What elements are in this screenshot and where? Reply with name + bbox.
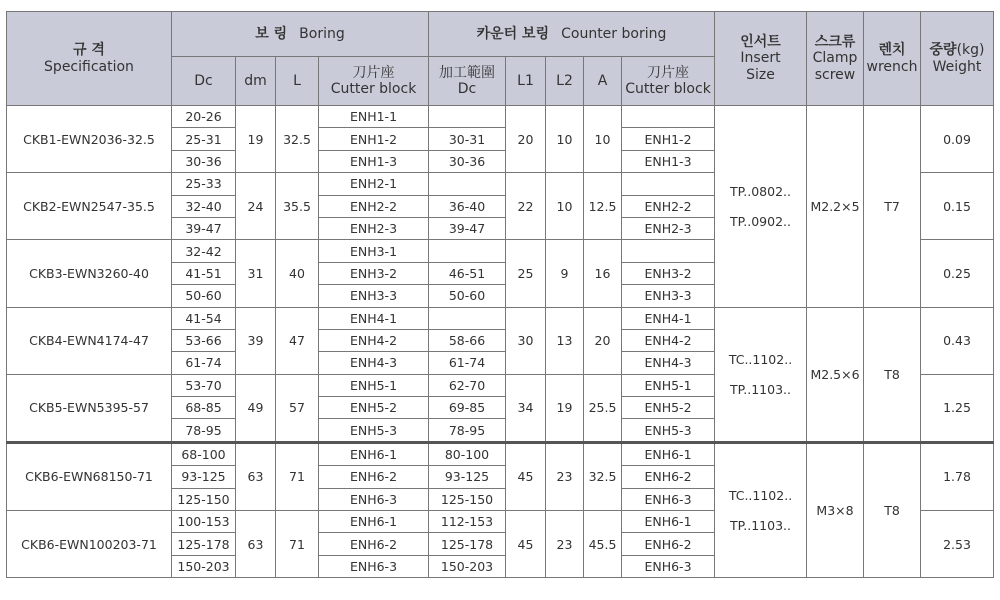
cutter2-cell: ENH1-2 [622,128,715,150]
cutter-cell: ENH1-3 [319,150,429,172]
dc-cell: 25-33 [172,173,236,195]
l-header: L [276,57,319,106]
insert-b1: TC..1102.. [728,351,793,367]
spec-cell: CKB1-EWN2036-32.5 [7,106,172,173]
cutter2-cell: ENH3-3 [622,285,715,307]
range-cell [429,173,506,195]
range-cell: 61-74 [429,352,506,374]
l-cell: 32.5 [276,106,319,173]
insert-c2: TP..1103.. [730,518,791,534]
insert-header-en1: Insert [740,50,781,67]
screw-cell-c: M3×8 [807,442,864,577]
range-cell: 93-125 [429,466,506,488]
a-cell: 16 [584,240,622,307]
cutter-cell: ENH6-1 [319,442,429,465]
insert-a2: TP..0902.. [730,213,791,229]
a-cell: 20 [584,307,622,374]
weight-cell: 1.25 [921,374,994,442]
range-cell [429,307,506,329]
dc-cell: 20-26 [172,106,236,128]
weight-cell: 0.43 [921,307,994,374]
cutter-cell: ENH6-2 [319,533,429,555]
dc-cell: 53-66 [172,329,236,351]
range-cell: 46-51 [429,262,506,284]
dc-cell: 30-36 [172,150,236,172]
dc-cell: 61-74 [172,352,236,374]
wrench-cell-c: T8 [864,442,921,577]
cutter2-cell: ENH5-3 [622,419,715,442]
range-cell [429,106,506,128]
boring-header-kr: 보 링 [255,25,288,42]
insert-header [715,12,807,106]
cutter-cell: ENH4-1 [319,307,429,329]
cutter2-cell: ENH2-3 [622,217,715,239]
range-cell: 50-60 [429,285,506,307]
range-header [429,57,506,106]
cutter-cell: ENH6-1 [319,511,429,533]
l1-cell: 20 [506,106,546,173]
weight-header-unit: (kg) [956,42,985,59]
weight-header [921,12,994,106]
cutter-cell: ENH2-1 [319,173,429,195]
a-cell: 45.5 [584,511,622,578]
insert-header-kr: 인서트 [740,34,781,51]
l2-cell: 9 [546,240,584,307]
cutter-cell: ENH3-2 [319,262,429,284]
dc-header: Dc [172,57,236,106]
dm-cell: 31 [236,240,276,307]
range-cell: 150-203 [429,555,506,577]
range-cell: 58-66 [429,329,506,351]
wrench-header-en: wrench [866,58,918,75]
wrench-cell-a: T7 [864,106,921,308]
cutter-cell: ENH3-3 [319,285,429,307]
insert-cell-c [715,442,807,577]
l-cell: 71 [276,442,319,510]
screw-header-kr: 스크류 [814,34,856,51]
l-cell: 47 [276,307,319,374]
cutter2-cell [622,240,715,262]
a-cell: 12.5 [584,173,622,240]
l2-cell: 10 [546,173,584,240]
l1-cell: 45 [506,511,546,578]
range-cell: 112-153 [429,511,506,533]
dc-cell: 68-85 [172,397,236,419]
cutter-block-header [319,57,429,106]
cutter-cell: ENH4-3 [319,352,429,374]
cutter-cell: ENH1-1 [319,106,429,128]
cutter2-cell: ENH5-1 [622,374,715,396]
cutter-cell: ENH4-2 [319,329,429,351]
insert-b2: TP..1103.. [730,381,791,397]
cutter2-cell: ENH3-2 [622,262,715,284]
l1-cell: 25 [506,240,546,307]
insert-header-en2: Size [746,66,775,83]
range-cell: 30-31 [429,128,506,150]
screw-cell-a: M2.2×5 [807,106,864,308]
screw-header-en1: Clamp [812,50,858,67]
cutter2-cell: ENH6-1 [622,511,715,533]
cutter2-cell [622,106,715,128]
a-cell: 25.5 [584,374,622,442]
boring-header [172,12,429,57]
dc-cell: 50-60 [172,285,236,307]
screw-header-en2: screw [814,66,856,83]
counter-header-kr: 카운터 보링 [476,25,550,42]
l-cell: 57 [276,374,319,442]
cutter2-cell [622,173,715,195]
dc-cell: 125-178 [172,533,236,555]
l1-cell: 22 [506,173,546,240]
cutter-cell: ENH2-3 [319,217,429,239]
l-cell: 40 [276,240,319,307]
range-cell: 125-178 [429,533,506,555]
cutter-block-2-header [622,57,715,106]
range-cell: 80-100 [429,442,506,465]
cutter2-cell: ENH4-3 [622,352,715,374]
a-cell: 10 [584,106,622,173]
l1-cell: 45 [506,442,546,510]
range-cell: 30-36 [429,150,506,172]
cutter-block-cn: 刀片座 [352,64,395,81]
insert-a1: TP..0802.. [730,183,791,199]
cutter2-cell: ENH4-1 [622,307,715,329]
dc-cell: 53-70 [172,374,236,396]
range-cell: 39-47 [429,217,506,239]
range-cell: 62-70 [429,374,506,396]
l1-cell: 34 [506,374,546,442]
cutter-cell: ENH6-3 [319,488,429,510]
spec-cell: CKB5-EWN5395-57 [7,374,172,442]
insert-cell-b [715,307,807,442]
dm-cell: 63 [236,511,276,578]
dc-cell: 78-95 [172,419,236,442]
l2-cell: 23 [546,442,584,510]
l-cell: 71 [276,511,319,578]
weight-cell: 0.15 [921,173,994,240]
l2-header: L2 [546,57,584,106]
spec-header-kr: 규 격 [73,42,105,59]
l2-cell: 13 [546,307,584,374]
counter-boring-header [429,12,715,57]
cutter2-cell: ENH6-3 [622,488,715,510]
l2-cell: 23 [546,511,584,578]
cutter-cell: ENH5-1 [319,374,429,396]
wrench-cell-b: T8 [864,307,921,442]
cutter-cell: ENH2-2 [319,195,429,217]
cutter2-cell: ENH6-1 [622,442,715,465]
cutter-cell: ENH6-3 [319,555,429,577]
screw-header [807,12,864,106]
cutter-cell: ENH6-2 [319,466,429,488]
dm-cell: 19 [236,106,276,173]
cutter-block-2-cn: 刀片座 [647,64,689,81]
range-cell: 125-150 [429,488,506,510]
spec-cell: CKB4-EWN4174-47 [7,307,172,374]
range-cell: 36-40 [429,195,506,217]
cutter-cell: ENH5-2 [319,397,429,419]
dc-cell: 39-47 [172,217,236,239]
dm-cell: 49 [236,374,276,442]
screw-cell-b: M2.5×6 [807,307,864,442]
range-header-dc: Dc [457,81,477,97]
cutter-block-en: Cutter block [330,81,417,97]
spec-cell: CKB6-EWN100203-71 [7,511,172,578]
spec-cell: CKB3-EWN3260-40 [7,240,172,307]
a-cell: 32.5 [584,442,622,510]
cutter2-cell: ENH6-3 [622,555,715,577]
l2-cell: 19 [546,374,584,442]
dm-cell: 39 [236,307,276,374]
spec-header [7,12,172,106]
weight-cell: 2.53 [921,511,994,578]
l2-cell: 10 [546,106,584,173]
dc-cell: 41-54 [172,307,236,329]
dc-cell: 125-150 [172,488,236,510]
cutter2-cell: ENH5-2 [622,397,715,419]
cutter-block-2-en: Cutter block [625,81,711,97]
dc-cell: 93-125 [172,466,236,488]
dc-cell: 68-100 [172,442,236,465]
dm-cell: 63 [236,442,276,510]
dc-cell: 32-40 [172,195,236,217]
spec-header-en: Specification [44,58,134,75]
weight-cell: 1.78 [921,442,994,510]
cutter2-cell: ENH4-2 [622,329,715,351]
cutter-cell: ENH5-3 [319,419,429,442]
cutter2-cell: ENH6-2 [622,466,715,488]
dc-cell: 100-153 [172,511,236,533]
l1-header: L1 [506,57,546,106]
boring-header-en: Boring [299,25,345,42]
cutter2-cell: ENH2-2 [622,195,715,217]
dc-cell: 32-42 [172,240,236,262]
range-cell: 69-85 [429,397,506,419]
dc-cell: 25-31 [172,128,236,150]
cutter2-cell: ENH1-3 [622,150,715,172]
dc-cell: 41-51 [172,262,236,284]
dc-cell: 150-203 [172,555,236,577]
weight-header-kr: 중량 [929,42,957,59]
wrench-header-kr: 렌치 [878,42,906,59]
l1-cell: 30 [506,307,546,374]
spec-cell: CKB6-EWN68150-71 [7,442,172,510]
cutter2-cell: ENH6-2 [622,533,715,555]
range-cell [429,240,506,262]
spec-cell: CKB2-EWN2547-35.5 [7,173,172,240]
weight-cell: 0.25 [921,240,994,307]
insert-c1: TC..1102.. [728,488,793,504]
dm-header: dm [236,57,276,106]
spec-table [6,11,994,578]
cutter-cell: ENH1-2 [319,128,429,150]
l-cell: 35.5 [276,173,319,240]
wrench-header [864,12,921,106]
weight-cell: 0.09 [921,106,994,173]
dm-cell: 24 [236,173,276,240]
range-header-cn: 加工範圍 [439,64,495,81]
a-header: A [584,57,622,106]
cutter-cell: ENH3-1 [319,240,429,262]
range-cell: 78-95 [429,419,506,442]
counter-header-en: Counter boring [561,25,667,42]
weight-header-en: Weight [932,58,982,75]
insert-cell-a [715,106,807,308]
